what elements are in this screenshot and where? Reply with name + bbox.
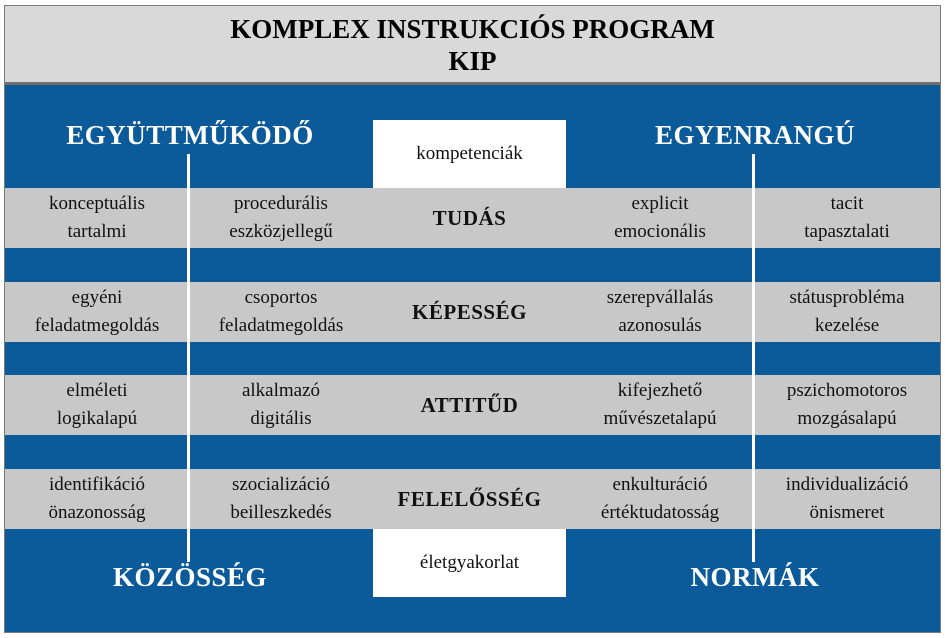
- diagram-frame: [4, 5, 941, 633]
- center-top-label: kompetenciák: [416, 143, 523, 164]
- cell-kepesseg-left1: egyéni feladatmegoldás: [34, 287, 160, 336]
- cell-kepesseg-center: KÉPESSÉG: [412, 299, 527, 324]
- title-line-2: KIP: [448, 46, 497, 76]
- cell-kepesseg-left2: csoportos feladatmegoldás: [218, 287, 344, 336]
- label-egyuttmukodo: EGYÜTTMŰKÖDŐ: [66, 120, 314, 150]
- cell-felelosseg-left1: identifikáció önazonosság: [48, 474, 146, 523]
- cell-felelosseg-center: FELELŐSSÉG: [397, 486, 542, 511]
- center-top-box: [373, 120, 566, 188]
- cell-attitud-left2: alkalmazó digitális: [241, 380, 321, 429]
- label-normak: NORMÁK: [690, 562, 820, 592]
- cell-tudas-right2: tacit tapasztalati: [804, 193, 890, 242]
- left-divider-line: [187, 154, 190, 562]
- cell-attitud-right1: kifejezhető művészetalapú: [603, 380, 717, 429]
- center-bottom-label: életgyakorlat: [419, 552, 520, 573]
- title-line-1: KOMPLEX INSTRUKCIÓS PROGRAM: [230, 14, 715, 44]
- cell-tudas-left1: konceptuális tartalmi: [48, 193, 146, 242]
- cell-tudas-right1: explicit emocionális: [614, 193, 706, 242]
- cell-felelosseg-left2: szocializáció beilleszkedés: [230, 474, 332, 523]
- cell-tudas-left2: procedurális eszközjellegű: [229, 193, 333, 242]
- title-header: [5, 6, 940, 85]
- cell-tudas-center: TUDÁS: [432, 205, 507, 230]
- right-divider-line: [752, 154, 755, 562]
- label-egyenrangu: EGYENRANGÚ: [654, 120, 855, 150]
- cell-kepesseg-right1: szerepvállalás azonosulás: [606, 287, 714, 336]
- cell-attitud-left1: elméleti logikalapú: [56, 380, 138, 429]
- center-bottom-box: [373, 529, 566, 597]
- cell-attitud-center: ATTITŰD: [420, 392, 519, 417]
- cell-attitud-right2: pszichomotoros mozgásalapú: [786, 380, 908, 429]
- label-kozosseg: KÖZÖSSÉG: [112, 562, 268, 592]
- cell-felelosseg-right1: enkulturáció értéktudatosság: [600, 474, 720, 523]
- cell-kepesseg-right2: státusprobléma kezelése: [789, 287, 905, 336]
- cell-felelosseg-right2: individualizáció önismeret: [785, 474, 909, 523]
